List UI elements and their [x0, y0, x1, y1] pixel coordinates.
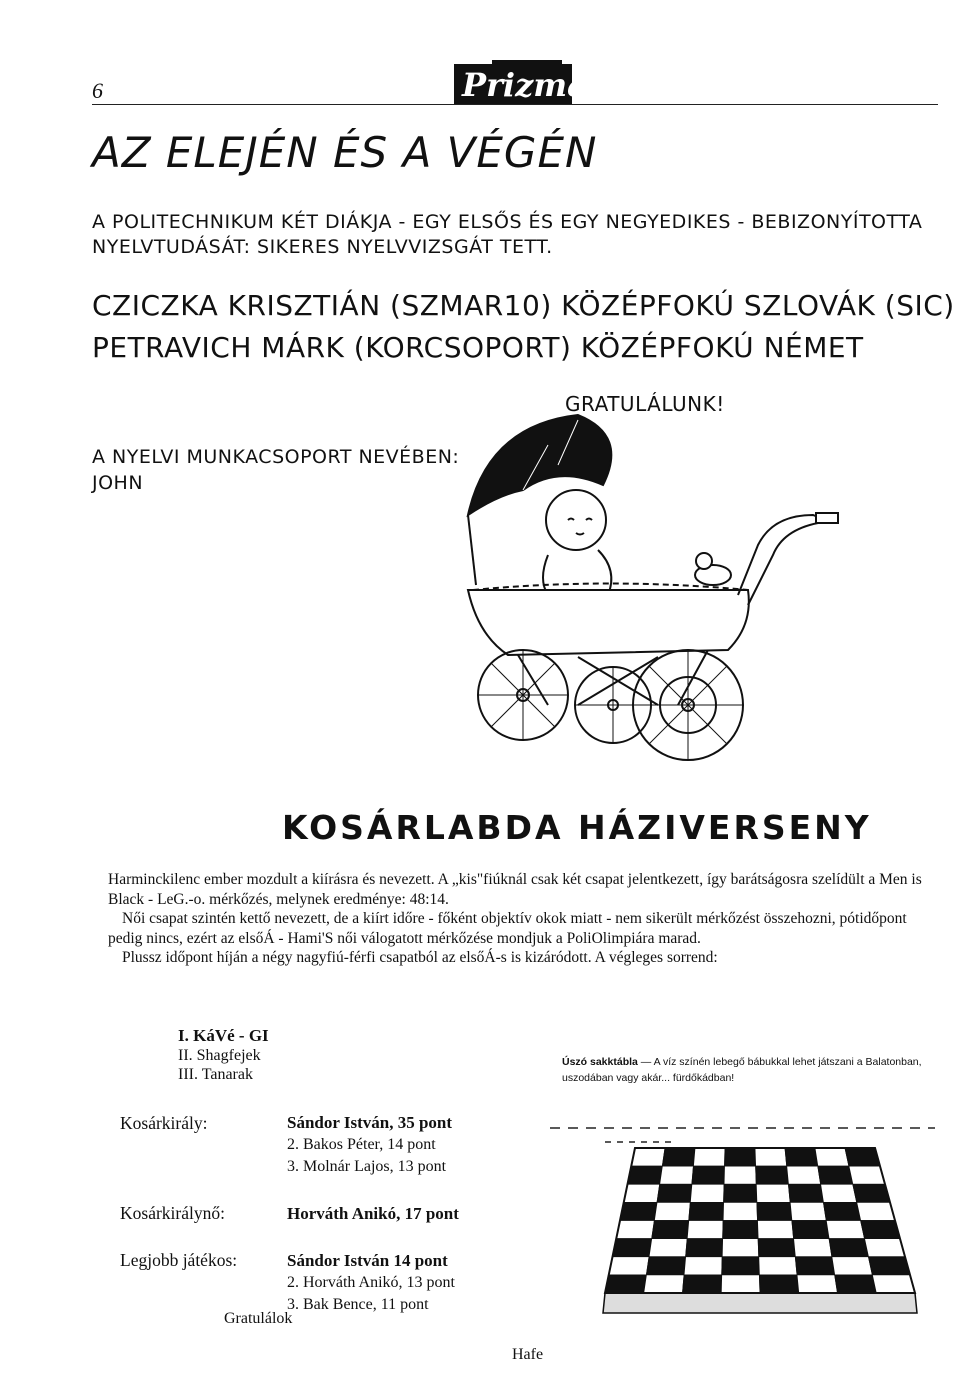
- chessboard-square: [759, 1257, 797, 1275]
- stat-line: 2. Horváth Anikó, 13 pont: [287, 1274, 455, 1291]
- paragraph: Női csapat szintén kettő nevezett, de a kiírt időre - főként objektív okok miatt - nem sikerült mérkőzést összehozni, pótidőpont pedig nincs, ezért az elsőÁ - Hami'S női válogatott mérkőzése mondjuk a PoliOlimpiára marad.: [108, 910, 907, 947]
- chessboard-square: [631, 1148, 665, 1166]
- chessboard-square: [646, 1257, 685, 1275]
- chessboard-square: [861, 1221, 900, 1239]
- chessboard-square: [683, 1275, 722, 1293]
- signature-line: A NYELVI MUNKACSOPORT NEVÉBEN:: [92, 446, 460, 468]
- chessboard-square: [684, 1257, 722, 1275]
- chessboard-square: [724, 1166, 756, 1184]
- chessboard-square: [823, 1202, 860, 1220]
- chessboard-square: [826, 1221, 864, 1239]
- stat-line: 3. Bak Bence, 11 pont: [287, 1296, 429, 1313]
- chessboard-square: [818, 1166, 853, 1184]
- chessboard-grid: [605, 1148, 915, 1293]
- stat-lines: [287, 1112, 452, 1178]
- chessboard-square: [792, 1221, 829, 1239]
- article-intro: A POLITECHNIKUM KÉT DIÁKJA - EGY ELSŐS ÉS EGY NEGYEDIKES - BEBIZONYÍTOTTA NYELVTUDÁSÁT: SIKERES NYELVVIZSGÁT TETT.: [92, 211, 923, 258]
- chessboard-square: [692, 1166, 725, 1184]
- article-title: AZ ELEJÉN ÉS A VÉGÉN: [92, 128, 598, 177]
- chessboard-square: [657, 1184, 692, 1202]
- chessboard-square: [797, 1275, 837, 1293]
- floating-chessboard-illustration: [545, 1118, 940, 1338]
- chessboard-square: [721, 1275, 760, 1293]
- result-line: PETRAVICH MÁRK (KORCSOPORT) KÖZÉPFOKÚ NÉMET: [92, 331, 864, 364]
- stat-label: Kosárkirálynő:: [120, 1203, 225, 1223]
- baby-pram-drawing: [428, 405, 848, 775]
- chessboard-square: [785, 1148, 818, 1166]
- chessboard-square: [609, 1257, 649, 1275]
- chessboard-square: [757, 1202, 792, 1220]
- exam-results: [92, 285, 955, 369]
- stat-lines: [287, 1250, 455, 1316]
- chessboard-square: [605, 1275, 646, 1293]
- chessboard-square: [693, 1148, 725, 1166]
- chessboard-square: [790, 1202, 826, 1220]
- chessboard-square: [849, 1166, 885, 1184]
- closing-text: Gratulálok: [224, 1310, 293, 1327]
- chessboard-square: [815, 1148, 849, 1166]
- chessboard-square: [756, 1184, 790, 1202]
- standing-item: I. KáVé - GI: [178, 1026, 269, 1045]
- result-line: CZICZKA KRISZTIÁN (SZMAR10) KÖZÉPFOKÚ SZLOVÁK (SIC): [92, 289, 955, 322]
- chessboard-caption: [562, 1054, 942, 1086]
- chessboard-square: [620, 1202, 657, 1220]
- chessboard-square: [835, 1275, 877, 1293]
- logo-graphic: [452, 58, 592, 108]
- chessboard-square: [613, 1239, 652, 1257]
- chessboard-square: [832, 1257, 872, 1275]
- article-body: [108, 870, 938, 968]
- chessboard-square: [853, 1184, 890, 1202]
- chessboard-square: [662, 1148, 695, 1166]
- stat-line: Sándor István 14 pont: [287, 1251, 448, 1270]
- chessboard-square: [686, 1239, 723, 1257]
- chessboard-square: [787, 1166, 821, 1184]
- chessboard-square: [872, 1275, 915, 1293]
- chessboard-square: [756, 1166, 789, 1184]
- chessboard-square: [821, 1184, 857, 1202]
- caption-text: — A víz színén lebegő bábukkal lehet játszani a Balatonban, uszodában vagy akár... fürdőkádban!: [562, 1056, 922, 1084]
- chessboard-square: [687, 1221, 723, 1239]
- chessboard-square: [725, 1148, 756, 1166]
- magazine-logo: [452, 58, 592, 113]
- chessboard-square: [868, 1257, 910, 1275]
- chessboard-square: [689, 1202, 724, 1220]
- author-name: Hafe: [512, 1346, 544, 1363]
- chessboard-square: [624, 1184, 660, 1202]
- chessboard-square: [722, 1257, 760, 1275]
- stat-line: Sándor István, 35 pont: [287, 1113, 453, 1132]
- baby-pram-illustration: [428, 405, 848, 780]
- stat-line: 2. Bakos Péter, 14 pont: [287, 1136, 436, 1153]
- stat-label: Legjobb játékos:: [120, 1250, 238, 1270]
- chessboard-square: [794, 1239, 832, 1257]
- chessboard-square: [865, 1239, 905, 1257]
- stat-line: 3. Molnár Lajos, 13 pont: [287, 1158, 447, 1175]
- chessboard-square: [723, 1221, 758, 1239]
- congrats-text: GRATULÁLUNK!: [565, 392, 725, 416]
- chessboard-square: [795, 1257, 834, 1275]
- chessboard-drawing: [545, 1118, 940, 1333]
- stat-label: Kosárkirály:: [120, 1113, 208, 1133]
- final-standings: [178, 1026, 269, 1085]
- chessboard-square: [758, 1221, 794, 1239]
- chessboard-square: [759, 1275, 798, 1293]
- stat-lines: [287, 1203, 459, 1225]
- chessboard-square: [644, 1275, 684, 1293]
- basketball-title: KOSÁRLABDA HÁZIVERSENY: [282, 808, 872, 847]
- chessboard-square: [652, 1221, 689, 1239]
- chessboard-square: [755, 1148, 787, 1166]
- chessboard-square: [758, 1239, 795, 1257]
- chessboard-square: [788, 1184, 823, 1202]
- chessboard-square: [628, 1166, 663, 1184]
- chessboard-square: [616, 1221, 654, 1239]
- paragraph: Harminckilenc ember mozdult a kiírásra és nevezett. A „kis"fiúknál csak két csapat jelentkezett, így barátságosra szelídült a Men is Black - LeG.-o. mérkőzés, melynek eredménye: 48:14.: [108, 871, 922, 908]
- chessboard-square: [722, 1239, 759, 1257]
- signature-line: JOHN: [92, 472, 144, 494]
- logo-text: Prizmáf: [462, 66, 592, 104]
- chessboard-square: [857, 1202, 895, 1220]
- signature: [92, 444, 459, 496]
- chessboard-square: [654, 1202, 690, 1220]
- chessboard-square: [829, 1239, 868, 1257]
- paragraph: Plussz időpont híján a négy nagyfiú-férfi csapatból az elsőÁ-s is kizáródott. A végleges sorrend:: [122, 949, 718, 966]
- chessboard-square: [649, 1239, 687, 1257]
- page-number: 6: [92, 78, 103, 103]
- standing-item: III. Tanarak: [178, 1066, 253, 1083]
- chessboard-square: [724, 1184, 757, 1202]
- chessboard-square: [723, 1202, 757, 1220]
- chessboard-square: [690, 1184, 724, 1202]
- standing-item: II. Shagfejek: [178, 1046, 261, 1064]
- chessboard-square: [660, 1166, 694, 1184]
- caption-title: Úszó sakktábla: [562, 1056, 638, 1068]
- stat-line: Horváth Anikó, 17 pont: [287, 1204, 459, 1223]
